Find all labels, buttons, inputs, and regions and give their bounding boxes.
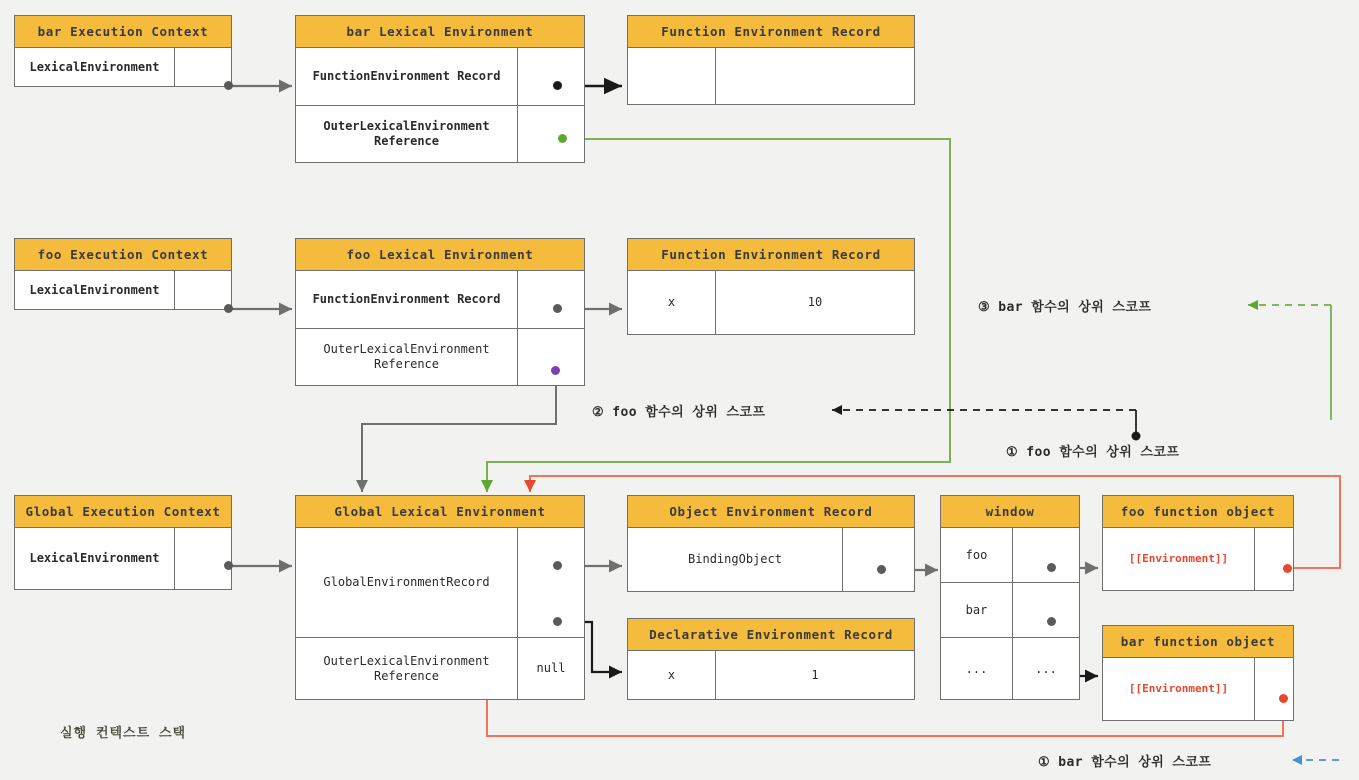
row-value [843,528,914,591]
row-value [175,528,231,589]
row-value [1255,528,1293,590]
table-row [628,48,914,104]
annotation-bar-upper-scope-3: ③ bar 함수의 상위 스코프 [978,300,1152,315]
box-bar-lexical-environment [295,15,585,163]
pointer-dot [553,561,562,570]
box-foo-function-environment-record [627,238,915,335]
box-global-lexical-environment [295,495,585,700]
row-value [518,528,584,637]
table-row [941,528,1079,583]
row-value [175,48,231,86]
row-label: LexicalEnvironment [15,528,175,589]
row-value: 10 [807,295,823,309]
annotation-foo-upper-scope-1: ① foo 함수의 상위 스코프 [1006,445,1180,460]
pointer-dot [558,134,567,143]
row-value: null [536,661,566,675]
row-label: OuterLexicalEnvironment Reference [296,329,518,385]
pointer-dot [1283,564,1292,573]
box-header: Function Environment Record [628,16,914,48]
box-bar-function-environment-record [627,15,915,105]
table-row [296,271,584,329]
box-bar-execution-context [14,15,232,87]
row-value [1013,583,1079,637]
table-row [941,583,1079,638]
table-row [296,638,584,699]
box-header: bar function object [1103,626,1293,658]
row-label: OuterLexicalEnvironment Reference [296,106,518,162]
row-label [628,48,716,104]
row-value [716,48,914,104]
row-value [518,106,584,162]
execution-context-stack-label: 실행 컨텍스트 스택 [60,726,187,741]
row-label: foo [941,528,1013,582]
row-label: BindingObject [628,528,843,591]
box-foo-lexical-environment [295,238,585,386]
box-header: bar Lexical Environment [296,16,584,48]
table-row [941,638,1079,700]
box-header: foo Execution Context [15,239,231,271]
row-label: FunctionEnvironment Record [296,48,518,105]
table-row [15,271,231,309]
row-label: x [628,651,716,699]
box-foo-function-object [1102,495,1294,591]
row-value [518,329,584,385]
box-header: Object Environment Record [628,496,914,528]
box-header: foo Lexical Environment [296,239,584,271]
row-label: OuterLexicalEnvironment Reference [296,638,518,699]
annotation-foo-upper-scope-2: ② foo 함수의 상위 스코프 [592,405,766,420]
pointer-dot [1047,563,1056,572]
row-label: [[Environment]] [1103,528,1255,590]
row-value [518,271,584,328]
pointer-dot [224,81,233,90]
box-bar-function-object [1102,625,1294,721]
table-row [15,528,231,589]
row-label: FunctionEnvironment Record [296,271,518,328]
table-row [296,329,584,385]
row-label: LexicalEnvironment [15,271,175,309]
table-row [1103,528,1293,590]
box-header: Function Environment Record [628,239,914,271]
box-header: Global Execution Context [15,496,231,528]
pointer-dot [551,366,560,375]
pointer-dot [1047,617,1056,626]
pointer-dot [1279,694,1288,703]
table-row [628,651,914,699]
box-header: foo function object [1103,496,1293,528]
box-object-environment-record [627,495,915,592]
table-row [15,48,231,86]
box-declarative-environment-record [627,618,915,700]
row-value: 1 [811,667,819,682]
box-header: window [941,496,1079,528]
row-label: GlobalEnvironmentRecord [296,528,518,637]
row-label: LexicalEnvironment [15,48,175,86]
pointer-dot [553,81,562,90]
table-row [628,528,914,591]
table-row [628,271,914,334]
table-row [296,528,584,638]
table-row [1103,658,1293,720]
row-value [518,48,584,105]
pointer-dot [224,304,233,313]
pointer-dot [224,561,233,570]
row-label: x [628,271,716,334]
box-header: Declarative Environment Record [628,619,914,651]
table-row [296,106,584,162]
annotation-bar-upper-scope-1: ① bar 함수의 상위 스코프 [1038,755,1212,770]
table-row [296,48,584,106]
row-value [175,271,231,309]
box-header: bar Execution Context [15,16,231,48]
row-value [1013,528,1079,582]
row-label: ... [941,638,1013,700]
box-global-execution-context [14,495,232,590]
box-window [940,495,1080,700]
row-value [1255,658,1293,720]
row-label: [[Environment]] [1103,658,1255,720]
box-header: Global Lexical Environment [296,496,584,528]
row-label: bar [941,583,1013,637]
box-foo-execution-context [14,238,232,310]
pointer-dot [553,304,562,313]
row-value: ... [1035,661,1057,676]
pointer-dot [553,617,562,626]
pointer-dot [877,565,886,574]
